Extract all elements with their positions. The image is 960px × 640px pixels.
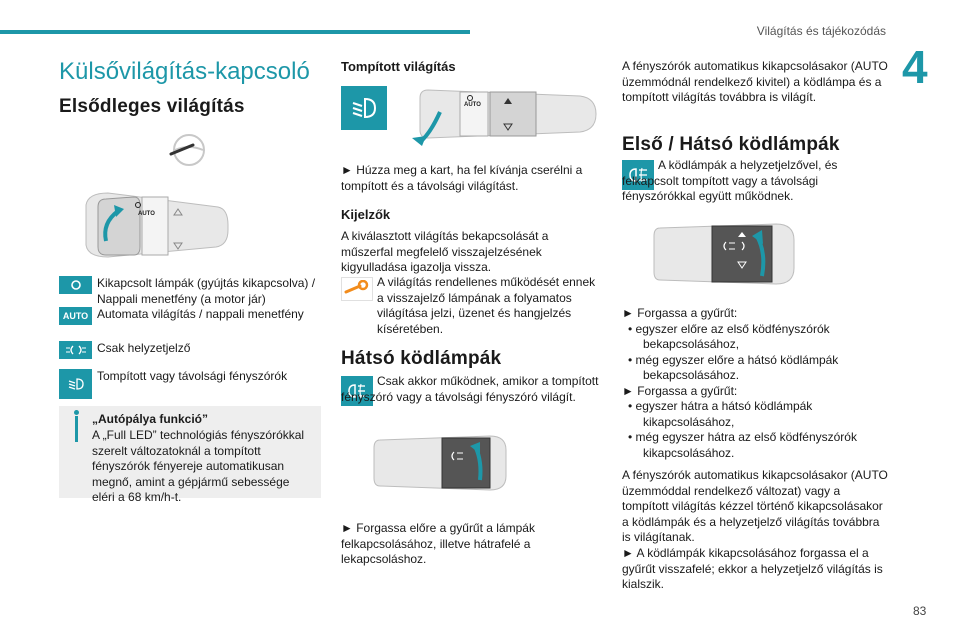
list-item: bekapcsolásához, [643,337,740,351]
section-title: Világítás és tájékozódás [756,24,886,38]
info-text: A „Full LED” technológiás fényszórókkal szerelt változatoknál a tompított fényszórók fényereje automatikusan megnő, amint a gépjármű sebessége eléri a 68 km/h-t. [92,428,305,504]
list-item: ► Forgassa a gyűrűt: [622,383,738,398]
auto-mode-text: A fényszórók automatikus kikapcsolásakor (AUTO üzemmódnál rendelkező kivitel) a ködlámpa és a tompított világítás továbbra is világít. [622,59,888,104]
fog-steps-list [622,306,857,461]
page-number: 83 [913,604,927,618]
rear-fog-stalk-illustration [370,430,510,496]
list-item: ► Forgassa a gyűrűt: [622,306,738,320]
info-icon-dot [74,410,79,415]
auto-off-text: A fényszórók automatikus kikapcsolásakor (AUTO üzemmóddal rendelkező változat) vagy a tompított világítás kézzel történő kikapcsolásakor a ködlámpák és a helyzetjelző világítás továbbra is világítanak. [622,468,888,544]
list-item: • egyszer hátra a hátsó ködlámpák [628,399,813,413]
rear-fog-text: Csak akkor működnek, amikor a tompított fényszóró vagy a távolsági fényszóró világít. [341,374,599,404]
header-accent-bar [0,30,470,34]
dipped-beam-stalk-illustration [400,82,600,146]
info-title: „Autópálya funkció” [92,412,209,426]
legend-text-position: Csak helyzetjelző [97,341,191,355]
front-rear-fog-text: A ködlámpák a helyzetjelzővel, és felkapcsolt tompított vagy a távolsági fényszórókkal együtt működnek. [622,158,838,203]
primary-lighting-title: Elsődleges világítás [59,96,245,117]
rear-fog-title: Hátsó ködlámpák [341,348,502,369]
motorway-info-box [59,406,321,504]
legend-text-lowbeam: Tompított vagy távolsági fényszórók [97,369,288,383]
front-rear-fog-title: Első / Hátsó ködlámpák [622,134,840,155]
chapter-number: 4 [902,41,928,93]
auto-icon: AUTO [59,307,92,325]
off-icon [59,276,92,294]
position-lights-icon [59,341,92,359]
wrench-warning-icon [341,277,373,301]
svg-text:AUTO: AUTO [464,102,481,108]
legend-text-off: Kikapcsolt lámpák (gyújtás kikapcsolva) / Nappali menetfény (a motor jár) [97,276,316,306]
main-title: Külsővilágítás-kapcsoló [59,58,310,85]
legend-text-auto: Automata világítás / nappali menetfény [97,307,304,321]
displays-title: Kijelzők [341,207,391,222]
list-item: bekapcsolásához. [643,368,740,382]
list-item: • egyszer előre az első ködfényszórók [628,321,830,336]
malfunction-text: A világítás rendellenes működését ennek a visszajelző lámpának a folyamatos világítása jelzi, üzenet és hangjelzés kíséretében. [377,275,596,336]
steering-wheel-icon [165,132,213,168]
list-item: • még egyszer hátra az első ködfényszórók [628,430,857,444]
list-item: kikapcsolásához. [643,445,735,460]
dipped-beam-title: Tompított világítás [341,59,456,74]
svg-text:AUTO: AUTO [138,211,155,217]
light-stalk-illustration [78,185,278,265]
displays-text: A kiválasztott világítás bekapcsolását a műszerfal megfelelő visszajelzésének kigyulladása igazolja vissza. [341,229,549,274]
list-item: kikapcsolásához, [643,414,735,429]
fog-off-action: ► A ködlámpák kikapcsolásához forgassa el a gyűrűt visszafelé; ekkor a helyzetjelző világítás is kialszik. [622,546,883,591]
list-item: • még egyszer előre a hátsó ködlámpák [628,352,839,367]
fog-stalk-illustration [650,218,800,290]
low-beam-icon [59,369,92,399]
info-icon [75,416,78,442]
rear-fog-action: ► Forgassa előre a gyűrűt a lámpák felkapcsolásához, illetve hátrafelé a lekapcsoláshoz. [341,521,535,566]
dipped-beam-text: ► Húzza meg a kart, ha fel kívánja cserélni a tompított és a távolsági világítást. [341,163,583,193]
low-beam-icon [341,86,387,130]
